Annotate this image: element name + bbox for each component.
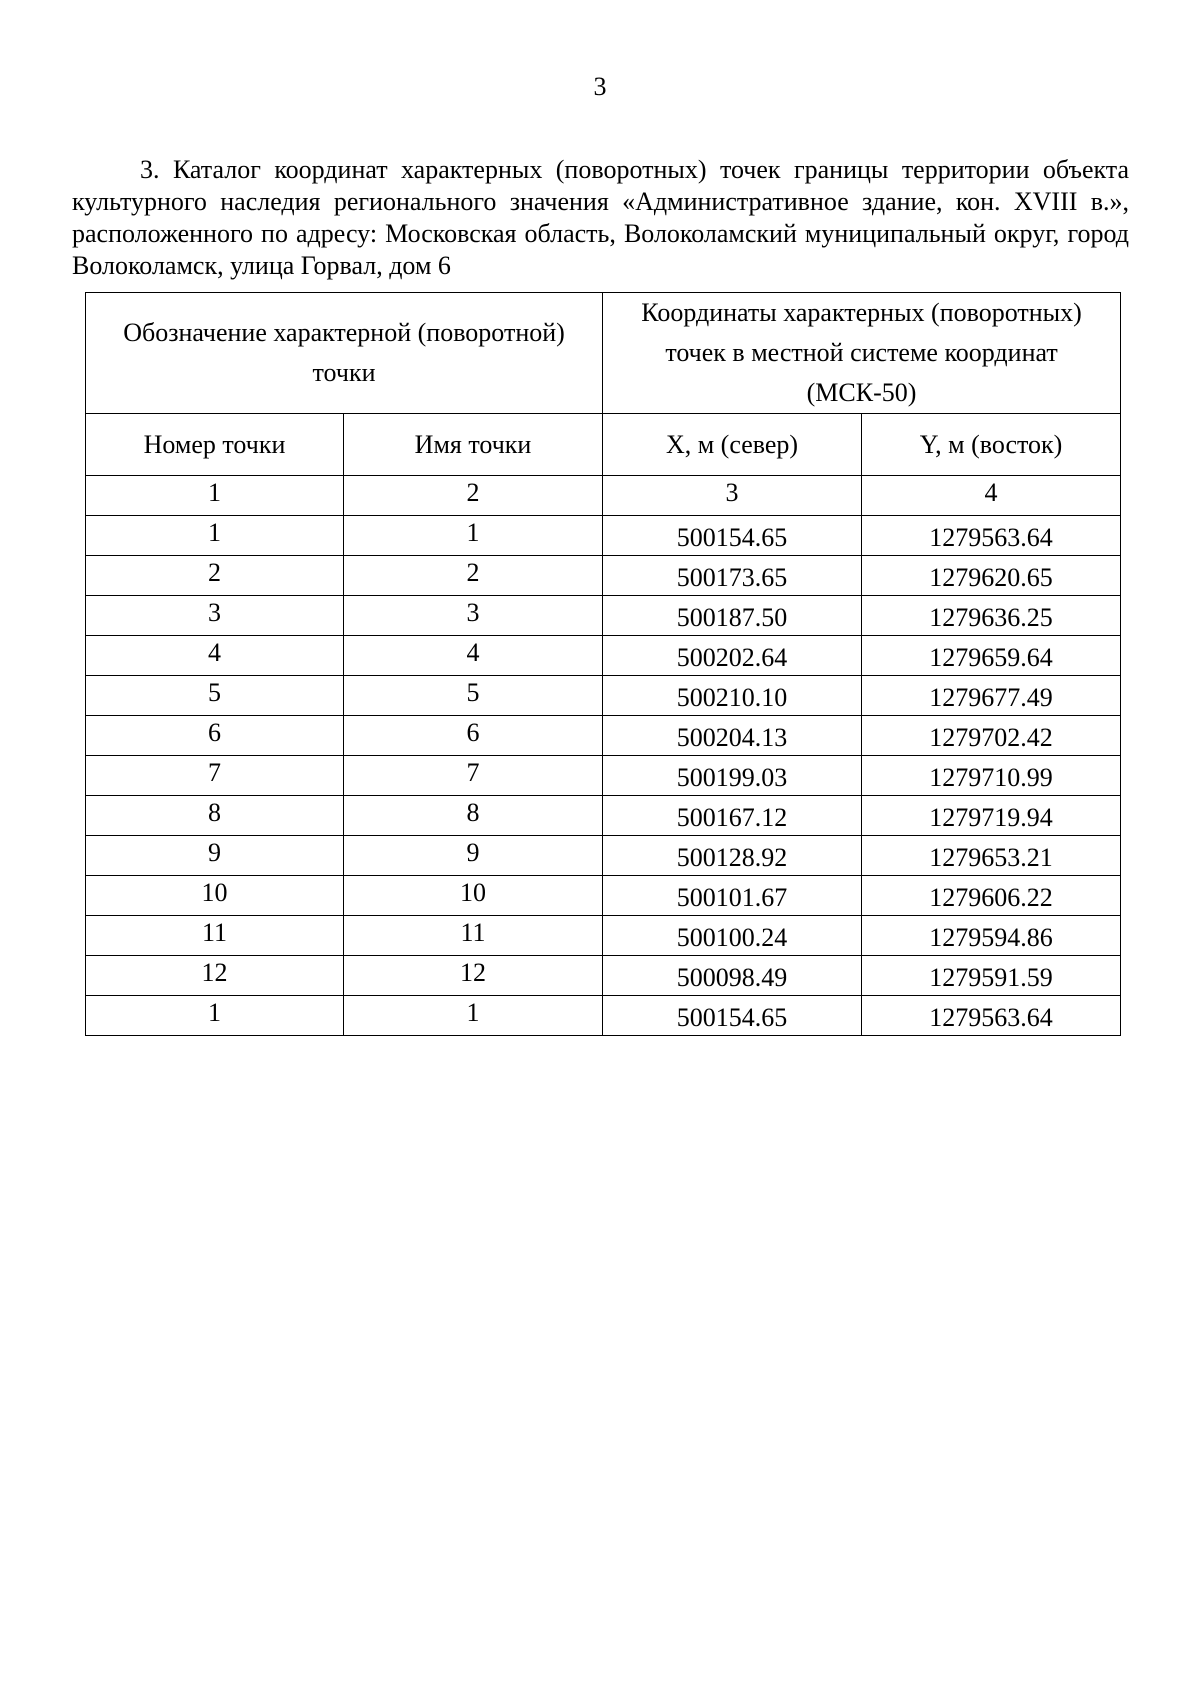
coordinates-header: Координаты характерных (поворотных) точек в местной системе координат (МСК-50) [603,293,1121,414]
table-header-row [86,293,1121,414]
point-number-cell: 2 [86,556,344,596]
y-coordinate-cell: 1279710.99 [862,756,1121,796]
table-row [86,596,1121,636]
coordinates-table [85,292,1121,1036]
point-number-cell: 8 [86,796,344,836]
x-coordinate-cell: 500154.65 [603,996,862,1036]
x-coordinate-cell: 500210.10 [603,676,862,716]
point-number-cell: 7 [86,756,344,796]
point-number-header: Номер точки [86,414,344,476]
point-number-cell: 9 [86,836,344,876]
point-name-cell: 2 [344,556,603,596]
point-number-cell: 10 [86,876,344,916]
x-coordinate-cell: 500199.03 [603,756,862,796]
designation-header: Обозначение характерной (поворотной) точки [86,293,603,414]
point-name-cell: 5 [344,676,603,716]
table-row [86,556,1121,596]
x-coordinate-cell: 500173.65 [603,556,862,596]
intro-paragraph: 3. Каталог координат характерных (поворотных) точек границы территории объекта культурного наследия регионального значения «Административное здание, кон. XVIII в.», расположенного по адресу: Московская область, Волоколамский муниципальный округ, город Волоколамск, улица Горвал, дом 6 [72,155,1129,280]
table-row [86,836,1121,876]
y-coordinate-cell: 1279606.22 [862,876,1121,916]
column-number: 4 [862,476,1121,516]
x-coordinate-cell: 500101.67 [603,876,862,916]
table-row [86,996,1121,1036]
point-name-cell: 8 [344,796,603,836]
point-name-cell: 12 [344,956,603,996]
point-number-cell: 11 [86,916,344,956]
x-coordinate-cell: 500154.65 [603,516,862,556]
column-number-row [86,476,1121,516]
y-coordinate-header: Y, м (восток) [862,414,1121,476]
table-row [86,756,1121,796]
x-coordinate-cell: 500100.24 [603,916,862,956]
y-coordinate-cell: 1279653.21 [862,836,1121,876]
x-coordinate-cell: 500167.12 [603,796,862,836]
table-row [86,796,1121,836]
y-coordinate-cell: 1279594.86 [862,916,1121,956]
point-name-cell: 11 [344,916,603,956]
x-coordinate-cell: 500204.13 [603,716,862,756]
table-row [86,676,1121,716]
point-name-cell: 10 [344,876,603,916]
table-row [86,956,1121,996]
point-name-cell: 4 [344,636,603,676]
y-coordinate-cell: 1279620.65 [862,556,1121,596]
column-number: 1 [86,476,344,516]
point-name-cell: 1 [344,516,603,556]
point-name-cell: 7 [344,756,603,796]
column-number: 2 [344,476,603,516]
point-number-cell: 1 [86,516,344,556]
point-name-header: Имя точки [344,414,603,476]
x-coordinate-cell: 500128.92 [603,836,862,876]
page-number: 3 [593,72,607,101]
point-number-cell: 5 [86,676,344,716]
table-subheader-row [86,414,1121,476]
y-coordinate-cell: 1279636.25 [862,596,1121,636]
y-coordinate-cell: 1279677.49 [862,676,1121,716]
point-name-cell: 9 [344,836,603,876]
point-number-cell: 4 [86,636,344,676]
y-coordinate-cell: 1279563.64 [862,516,1121,556]
table-row [86,516,1121,556]
y-coordinate-cell: 1279659.64 [862,636,1121,676]
point-number-cell: 12 [86,956,344,996]
y-coordinate-cell: 1279591.59 [862,956,1121,996]
point-name-cell: 6 [344,716,603,756]
coordinates-table-body [86,293,1121,1036]
point-name-cell: 3 [344,596,603,636]
y-coordinate-cell: 1279719.94 [862,796,1121,836]
x-coordinate-cell: 500187.50 [603,596,862,636]
table-row [86,636,1121,676]
x-coordinate-cell: 500098.49 [603,956,862,996]
column-number: 3 [603,476,862,516]
table-row [86,876,1121,916]
point-name-cell: 1 [344,996,603,1036]
table-row [86,716,1121,756]
table-row [86,916,1121,956]
y-coordinate-cell: 1279702.42 [862,716,1121,756]
point-number-cell: 1 [86,996,344,1036]
x-coordinate-cell: 500202.64 [603,636,862,676]
point-number-cell: 3 [86,596,344,636]
point-number-cell: 6 [86,716,344,756]
x-coordinate-header: X, м (север) [603,414,862,476]
y-coordinate-cell: 1279563.64 [862,996,1121,1036]
